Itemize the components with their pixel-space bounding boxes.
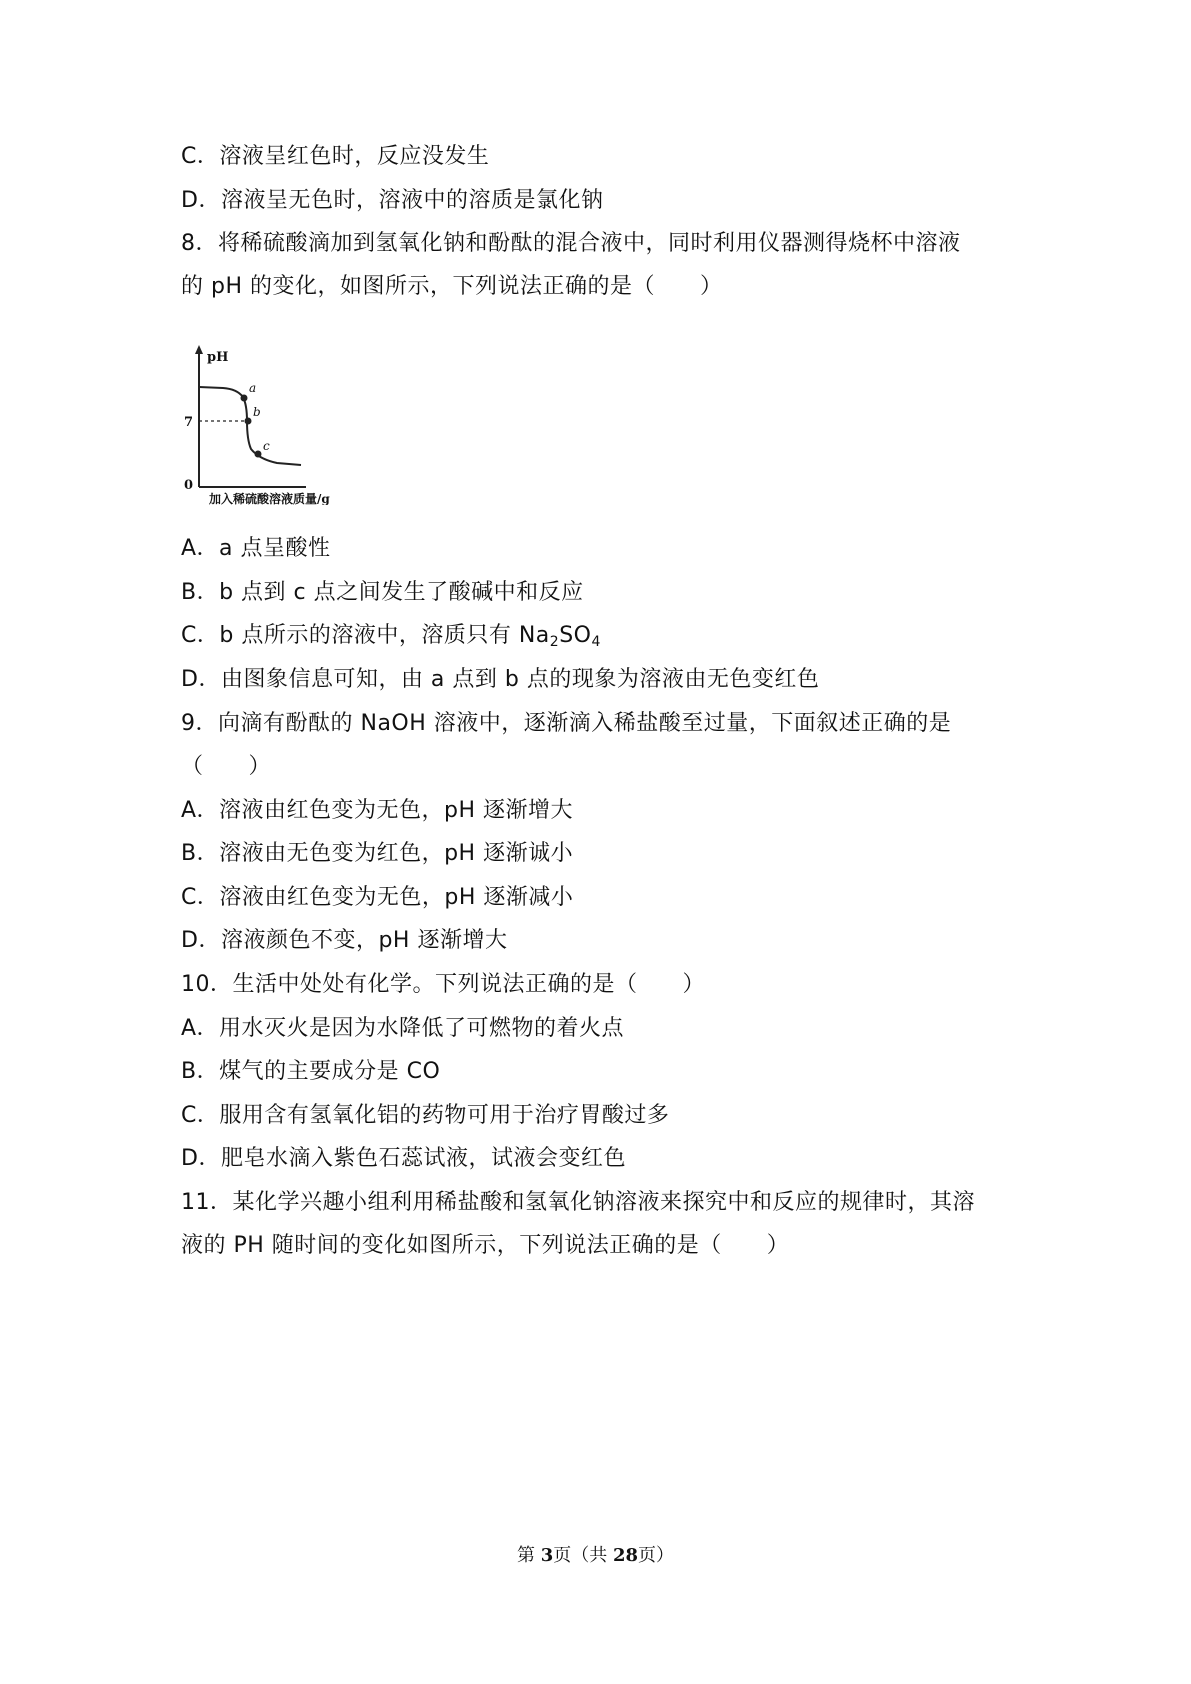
- q11-stem-line2: 液的 PH 随时间的变化如图所示，下列说法正确的是（ ）: [181, 1233, 790, 1258]
- q8-option-c: C．b 点所示的溶液中，溶质只有 $Na_2SO_4$: [181, 623, 601, 650]
- q9-stem-line1: 9．向滴有酚酞的 NaOH 溶液中，逐渐滴入稀盐酸至过量，下面叙述正确的是: [181, 711, 952, 736]
- q9-option-b: B．溶液由无色变为红色，pH 逐渐诚小: [181, 841, 574, 866]
- q10-option-c: C．服用含有氢氧化铝的药物可用于治疗胃酸过多: [181, 1103, 670, 1128]
- q10-option-a: A．用水灭火是因为水降低了可燃物的着火点: [181, 1016, 625, 1041]
- q9-stem-line2: （ ）: [181, 754, 272, 779]
- ph-curve-figure: [181, 345, 391, 505]
- x-axis-label: 加入稀硫酸溶液质量/g: [209, 492, 330, 505]
- page-total: 28: [612, 1545, 639, 1566]
- q9-option-d: D．溶液颜色不变，pH 逐渐增大: [181, 928, 508, 953]
- q9-option-c: C．溶液由红色变为无色，pH 逐渐减小: [181, 885, 574, 910]
- q7-option-d: D．溶液呈无色时，溶液中的溶质是氯化钠: [181, 188, 604, 213]
- point-b: [245, 418, 251, 424]
- q8-option-a: A．a 点呈酸性: [181, 536, 331, 561]
- q10-option-b: B．煤气的主要成分是 CO: [181, 1059, 441, 1084]
- origin-label: 0: [184, 478, 194, 493]
- y-axis-arrow: [195, 345, 203, 354]
- point-b-label: b: [253, 405, 261, 419]
- q8-stem-line2: 的 pH 的变化，如图所示，下列说法正确的是（ ）: [181, 274, 723, 299]
- point-a-label: a: [249, 381, 257, 395]
- tick-7-label: 7: [184, 415, 194, 430]
- q8-option-b: B．b 点到 c 点之间发生了酸碱中和反应: [181, 580, 584, 605]
- y-axis-label: pH: [207, 350, 229, 365]
- page-footer: 第 3页（共 28页）: [516, 1545, 675, 1566]
- q10-option-d: D．肥皂水滴入紫色石蕊试液，试液会变红色: [181, 1146, 626, 1171]
- point-c: [255, 451, 261, 457]
- point-c-label: c: [263, 439, 270, 453]
- q11-stem-line1: 11．某化学兴趣小组利用稀盐酸和氢氧化钠溶液来探究中和反应的规律时，其溶: [181, 1190, 975, 1215]
- page-number: 3: [540, 1545, 554, 1566]
- q7-option-c: C．溶液呈红色时，反应没发生: [181, 144, 490, 169]
- q8-option-d: D．由图象信息可知，由 a 点到 b 点的现象为溶液由无色变红色: [181, 667, 820, 692]
- point-a: [241, 395, 247, 401]
- q8-stem-line1: 8．将稀硫酸滴加到氢氧化钠和酚酞的混合液中，同时利用仪器测得烧杯中溶液: [181, 231, 961, 256]
- q10-stem: 10．生活中处处有化学。下列说法正确的是（ ）: [181, 972, 705, 997]
- q9-option-a: A．溶液由红色变为无色，pH 逐渐增大: [181, 798, 574, 823]
- ph-curve: [199, 387, 301, 465]
